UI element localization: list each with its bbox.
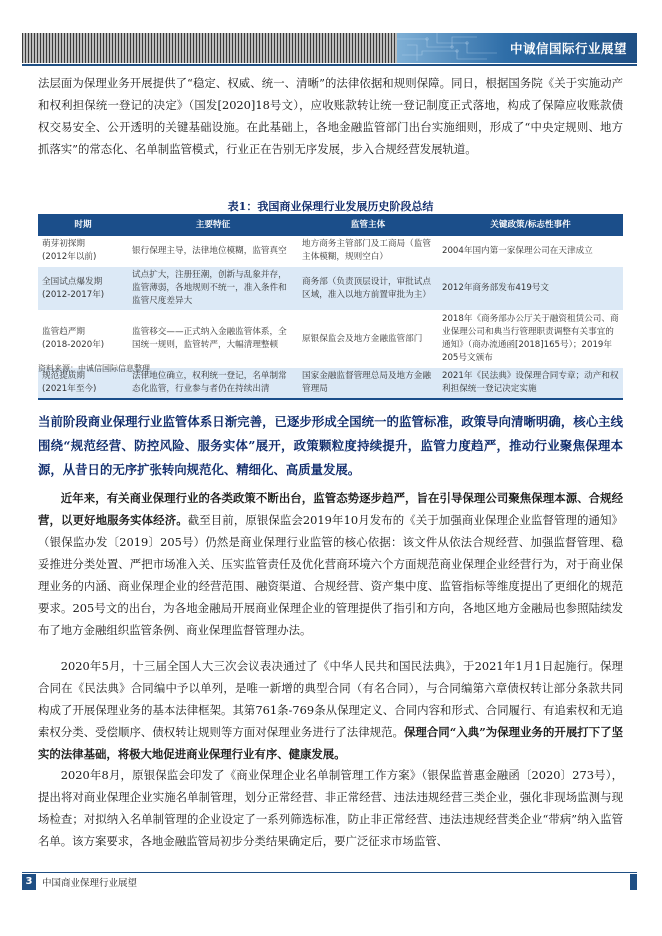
table-caption: 表1：我国商业保理行业发展历史阶段总结 bbox=[227, 200, 434, 213]
paragraph-summary: 当前阶段商业保理行业监管体系日渐完善，已逐步形成全国统一的监管标准，政策导向清晰明确，核心主线围绕“规范经营、防控风险、服务实体”展开，政策颗粒度持续提升，监管力度趋严，推动行业聚焦保理本源，从昔日的无序扩张转向规范化、精细化、高质量发展。 bbox=[38, 414, 623, 477]
column-header: 主要特征 bbox=[128, 214, 298, 236]
feature-cell: 监管移交——正式纳入金融监管体系，全国统一规则，监管转严，大幅清理整顿 bbox=[128, 311, 298, 368]
paragraph-civil-code bbox=[38, 655, 623, 765]
paragraph-list-management: 2020年8月，原银保监会印发了《商业保理企业名单制管理工作方案》（银保监普惠金融函〔2020〕273号），提出将对商业保理企业实施名单制管理，划分正常经营、非正常经营、违法违规经营三类企业，强化非现场监测与现场检查；对拟纳入名单制管理的企业设定了一系列筛选标准，防止非正常经营、违法违规经营类企业“带病”纳入监管名单。该方案要求，各地金融监管局初步分类结果确定后，要广泛征求市场监管、 bbox=[38, 768, 623, 848]
column-header: 关键政策/标志性事件 bbox=[438, 214, 623, 236]
event-cell: 2018年《商务部办公厅关于融资租赁公司、商业保理公司和典当行管理职责调整有关事宜的通知》（商办流通函[2018]165号）；2019年205号文颁布 bbox=[438, 311, 623, 368]
paragraph-civil-code-emphasis: 保理合同“入典”为保理业务的开展打下了坚实的法律基础，将极大地促进商业保理行业有序、健康发展。 bbox=[38, 725, 623, 761]
feature-cell: 银行保理主导，法律地位模糊，监管真空 bbox=[128, 236, 298, 267]
feature-cell: 试点扩大，注册狂潮，创新与乱象并存，监管薄弱，各地规则不统一，准入条件和监管尺度差异大 bbox=[128, 267, 298, 311]
table-header-row bbox=[38, 214, 623, 236]
page-number: 3 bbox=[22, 874, 36, 890]
period-cell: 规范提质期 (2021年至今) bbox=[38, 368, 128, 400]
paragraph-policy bbox=[38, 487, 623, 641]
footer-divider bbox=[22, 872, 637, 873]
table-source-note: 资料来源：中诚信国际信息整理 bbox=[38, 364, 150, 373]
header-stripe-bar bbox=[22, 33, 397, 63]
period-cell: 监管趋严期 (2018-2020年) bbox=[38, 311, 128, 368]
header-banner bbox=[397, 33, 637, 63]
table-row bbox=[38, 311, 623, 368]
paragraph-intro: 法层面为保理业务开展提供了“稳定、权威、统一、清晰”的法律依据和规则保障。同日，根据国务院《关于实施动产和权利担保统一登记的决定》（国发[2020]18号文），应收账款转让统一登记制度正式落地，构成了保障应收账款债权交易安全、公开透明的关键基础设施。在此基础上，各地金融监管部门出台实施细则，形成了“中央定规则、地方抓落实”的常态化、名单制监管模式，行业正在告别无序发展，步入合规经营发展轨道。 bbox=[38, 76, 623, 156]
regulator-cell: 国家金融监督管理总局及地方金融管理局 bbox=[298, 368, 438, 400]
event-cell: 2021年《民法典》设保理合同专章；动产和权利担保统一登记决定实施 bbox=[438, 368, 623, 400]
period-cell: 全国试点爆发期 (2012-2017年) bbox=[38, 267, 128, 311]
paragraph-policy-lead: 近年来，有关商业保理行业的各类政策不断出台，监管态势逐步趋严，旨在引导保理公司聚焦保理本源、合规经营，以更好地服务实体经济。 bbox=[38, 491, 623, 527]
paragraph-civil-code-body: 2020年5月，十三届全国人大三次会议表决通过了《中华人民共和国民法典》，于2021年1月1日起施行。保理合同在《民法典》合同编中予以单列，是唯一新增的典型合同（有名合同），与合同编第六章债权转让部分条款共同构成了开展保理业务的基本法律框架。其第761条-769条从保理定义、合同内容和形式、合同履行、有追索权和无追索权分类、受偿顺序、债权转让规则等方面对保理业务进行了法律规范。 bbox=[38, 659, 623, 739]
header-divider bbox=[22, 64, 637, 66]
column-header: 监管主体 bbox=[298, 214, 438, 236]
table-row bbox=[38, 267, 623, 311]
footer-title: 中国商业保理行业展望 bbox=[42, 878, 138, 889]
footer-end-block bbox=[630, 874, 637, 890]
event-cell: 2004年国内第一家保理公司在天津成立 bbox=[438, 236, 623, 267]
regulator-cell: 原银保监会及地方金融监管部门 bbox=[298, 311, 438, 368]
table-row bbox=[38, 236, 623, 267]
column-header: 时期 bbox=[38, 214, 128, 236]
report-series-title: 中诚信国际行业展望 bbox=[509, 41, 627, 56]
regulator-cell: 地方商务主管部门及工商局（监管主体模糊，规则空白） bbox=[298, 236, 438, 267]
feature-cell: 法律地位确立，权利统一登记，名单制常态化监管，行业参与者仍在持续出清 bbox=[128, 368, 298, 400]
regulator-cell: 商务部（负责顶层设计，审批试点区域，准入以地方前置审批为主） bbox=[298, 267, 438, 311]
paragraph-policy-body: 截至目前，原银保监会2019年10月发布的《关于加强商业保理企业监督管理的通知》（银保监办发〔2019〕205号）仍然是商业保理行业监管的核心依据：该文件从依法合规经营、加强监督管理、稳妥推进分类处置、严把市场准入关、压实监管责任及优化营商环境六个方面规范商业保理企业经营行为，对于商业保理业务的内涵、商业保理企业的经营范围、融资渠道、合规经营、资产集中度、监管指标等维度提出了更细化的规范要求。205号文的出台，为各地金融局开展商业保理企业的管理提供了指引和方向，各地区地方金融局也参照陆续发布了地方金融组织监管条例、商业保理监督管理办法。 bbox=[38, 513, 623, 637]
event-cell: 2012年商务部发布419号文 bbox=[438, 267, 623, 311]
period-cell: 萌芽初探期 (2012年以前) bbox=[38, 236, 128, 267]
